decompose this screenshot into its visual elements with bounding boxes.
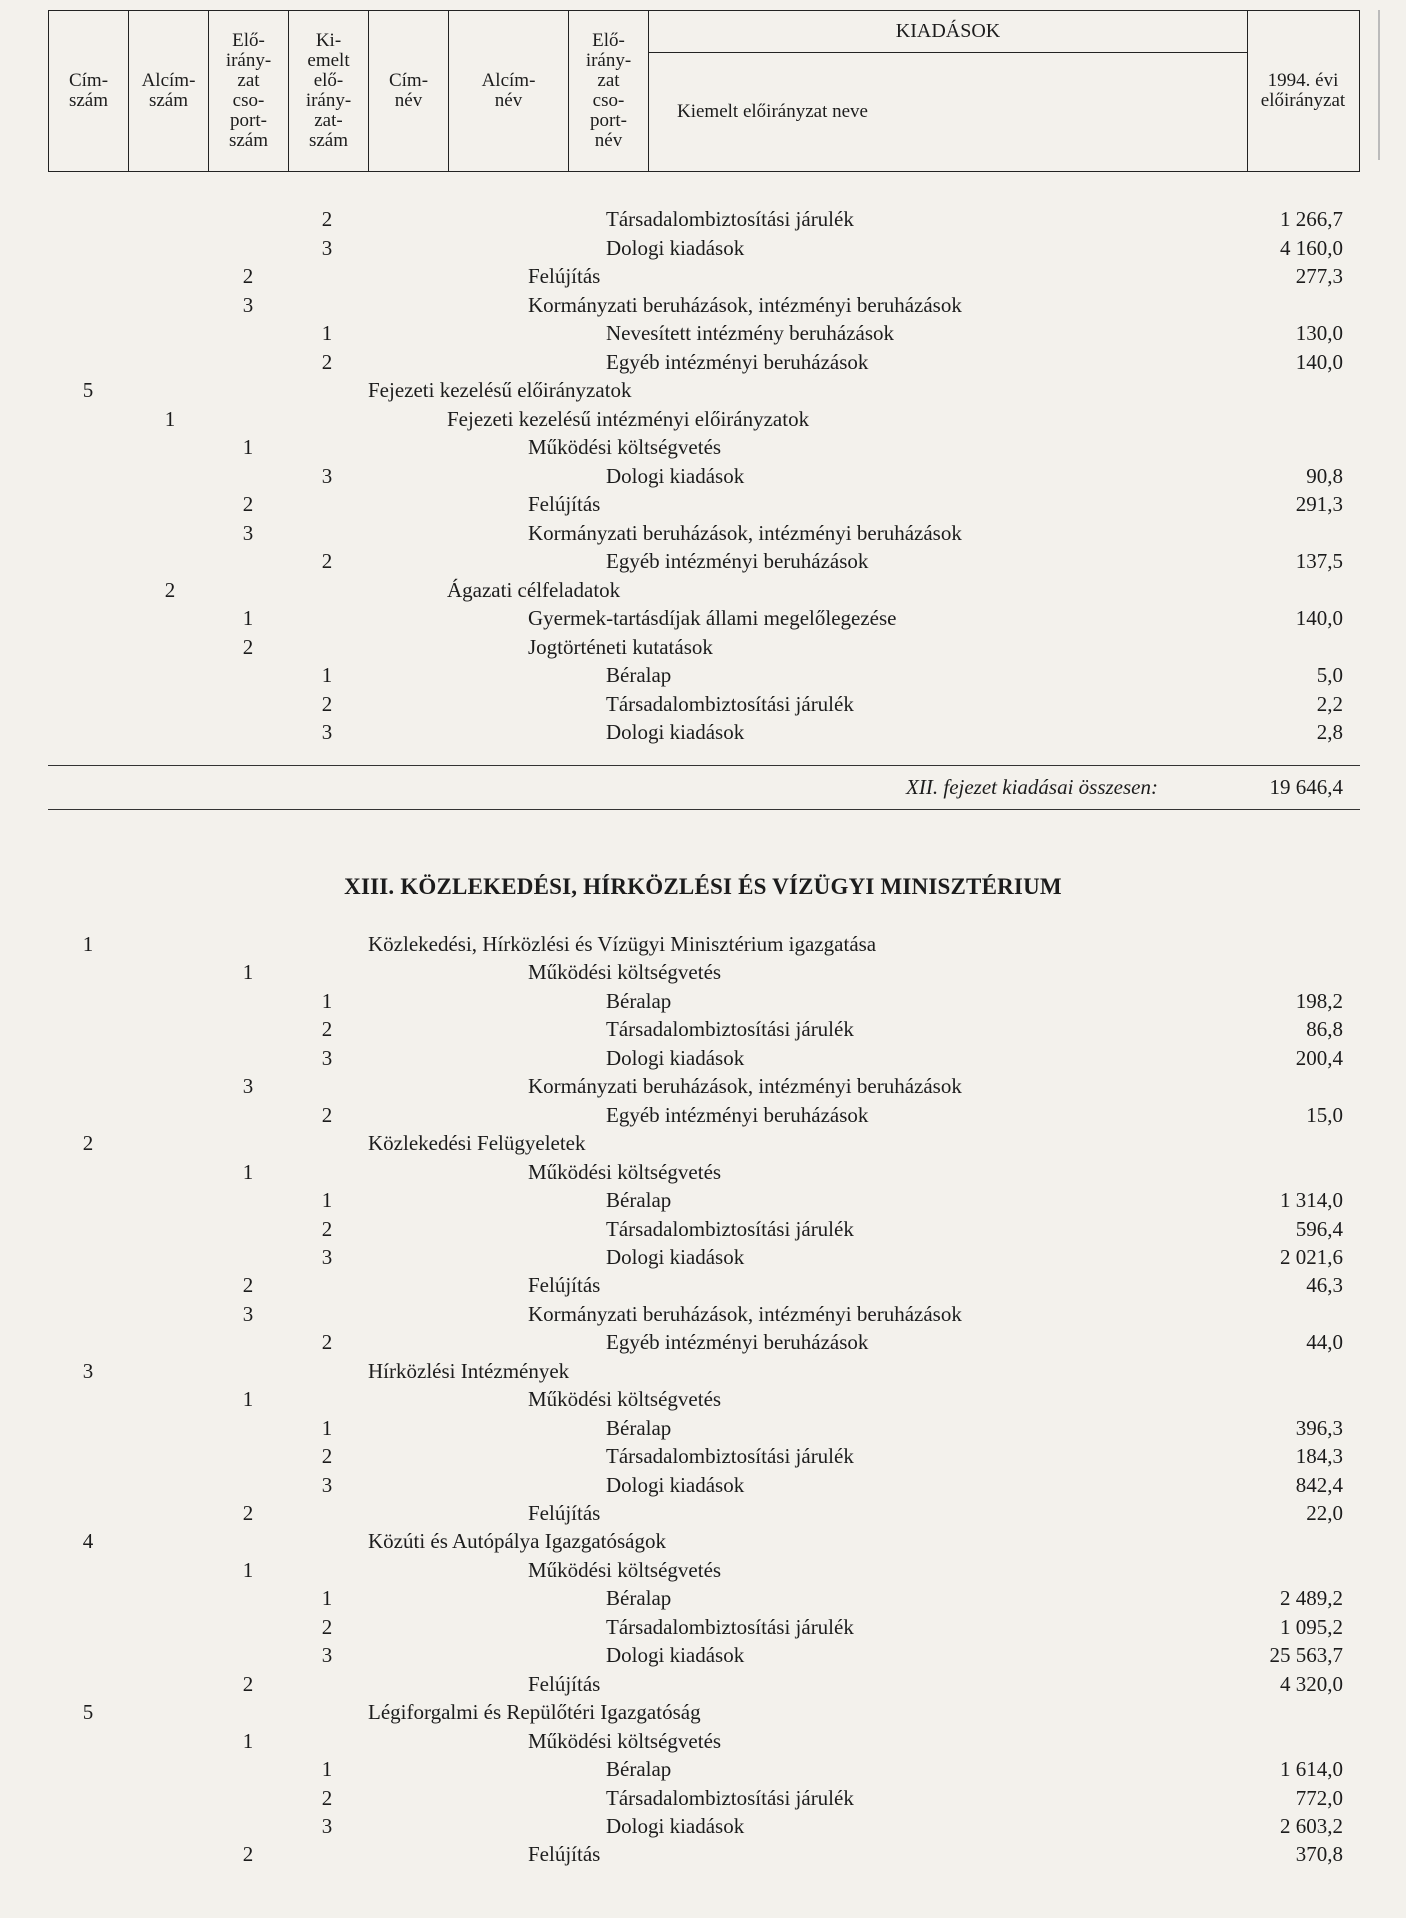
row-code: 3	[321, 1045, 333, 1070]
header-ev: 1994. évi előirányzat	[1260, 70, 1346, 111]
row-code: 2	[321, 1216, 333, 1241]
row-label: Közúti és Autópálya Igazgatóságok	[368, 1529, 666, 1554]
row-label: Ágazati célfeladatok	[447, 577, 621, 602]
row-label: Dologi kiadások	[606, 1643, 745, 1668]
row-label: Egyéb intézményi beruházások	[606, 1102, 869, 1127]
table-row	[0, 1129, 1406, 1157]
row-code: 2	[321, 549, 333, 573]
row-code: 2	[242, 1842, 254, 1867]
header-alcimszam: Alcím- szám	[129, 11, 209, 171]
table-row	[0, 1584, 1406, 1612]
row-value: 200,4	[1295, 1045, 1343, 1070]
row-code: 1	[321, 663, 333, 687]
table-row	[0, 1442, 1406, 1470]
table-row	[0, 690, 1406, 718]
row-code: 2	[242, 1501, 254, 1525]
table-header	[48, 10, 1360, 172]
row-code: 2	[321, 349, 333, 374]
table-row	[0, 958, 1406, 986]
row-label: Felújítás	[528, 1842, 601, 1867]
table-row	[0, 930, 1406, 958]
row-label: Dologi kiadások	[606, 1813, 745, 1838]
row-code: 1	[242, 960, 254, 985]
row-label: Béralap	[606, 988, 672, 1013]
table-row	[0, 433, 1406, 461]
scan-margin-mark	[1378, 10, 1380, 160]
table-row	[0, 1015, 1406, 1043]
row-code: 1	[321, 988, 333, 1013]
row-label: Társadalombiztosítási járulék	[606, 691, 854, 716]
row-code: 4	[82, 1529, 94, 1554]
row-label: Hírközlési Intézmények	[368, 1358, 570, 1383]
row-label: Fejezeti kezelésű előirányzatok	[368, 378, 632, 402]
header-eloiranyzat-csoport-szam: Elő- irány- zat cso- port- szám	[209, 11, 289, 171]
table-row	[0, 633, 1406, 661]
row-label: Felújítás	[528, 1501, 601, 1525]
table-row	[0, 1556, 1406, 1584]
row-label: Társadalombiztosítási járulék	[606, 1614, 854, 1639]
row-value: 2 021,6	[1280, 1244, 1343, 1269]
table-row	[0, 1812, 1406, 1840]
row-code: 1	[242, 1728, 254, 1753]
row-value: 44,0	[1306, 1330, 1343, 1355]
row-code: 3	[242, 1074, 254, 1099]
table-row	[0, 1243, 1406, 1271]
row-label: Egyéb intézményi beruházások	[606, 549, 869, 573]
row-label: Kormányzati beruházások, intézményi beruházások	[528, 520, 962, 545]
row-code: 1	[321, 321, 333, 345]
row-code: 2	[82, 1131, 94, 1156]
row-code: 3	[321, 235, 333, 260]
row-value: 291,3	[1295, 492, 1343, 516]
row-value: 1 266,7	[1280, 207, 1343, 231]
row-label: Társadalombiztosítási járulék	[606, 1017, 854, 1042]
row-label: Dologi kiadások	[606, 463, 745, 488]
table-row	[0, 519, 1406, 547]
row-value: 277,3	[1295, 264, 1343, 288]
table-row	[0, 718, 1406, 746]
row-label: Közlekedési Felügyeletek	[368, 1131, 586, 1156]
row-label: Nevesített intézmény beruházások	[606, 321, 895, 345]
table-row	[0, 490, 1406, 518]
row-code: 3	[321, 1643, 333, 1668]
row-label: Felújítás	[528, 492, 601, 516]
row-value: 2 489,2	[1280, 1586, 1343, 1611]
table-row	[0, 205, 1406, 233]
row-value: 4 160,0	[1280, 235, 1343, 260]
row-value: 140,0	[1295, 349, 1343, 374]
header-cimnev: Cím- név	[369, 11, 449, 171]
table-row	[0, 1698, 1406, 1726]
row-label: Fejezeti kezelésű intézményi előirányzatok	[447, 406, 810, 431]
table-row	[0, 604, 1406, 632]
table-row	[0, 1784, 1406, 1812]
table-row	[0, 576, 1406, 604]
table-row	[0, 1499, 1406, 1527]
table-row	[0, 1414, 1406, 1442]
header-eloiranyzat-csoport-nev: Elő- irány- zat cso- port- név	[569, 11, 649, 171]
row-code: 2	[321, 1785, 333, 1810]
row-value: 4 320,0	[1280, 1671, 1343, 1696]
row-value: 22,0	[1306, 1501, 1343, 1525]
row-value: 396,3	[1295, 1415, 1343, 1440]
row-label: Béralap	[606, 1757, 672, 1782]
row-value: 842,4	[1295, 1472, 1343, 1497]
table-row	[0, 1215, 1406, 1243]
row-code: 1	[82, 932, 94, 956]
table-row	[0, 1613, 1406, 1641]
row-value: 2,2	[1316, 691, 1343, 716]
table-row	[0, 462, 1406, 490]
header-kiemelt-nev: Kiemelt előirányzat neve	[677, 101, 868, 122]
row-label: Gyermek-tartásdíjak állami megelőlegezése	[528, 606, 897, 630]
row-code: 2	[242, 1671, 254, 1696]
table-row	[0, 1158, 1406, 1186]
row-label: Egyéb intézményi beruházások	[606, 349, 869, 374]
row-label: Kormányzati beruházások, intézményi beruházások	[528, 1074, 962, 1099]
row-value: 1 614,0	[1280, 1757, 1343, 1782]
row-code: 3	[321, 1472, 333, 1497]
row-label: Egyéb intézményi beruházások	[606, 1330, 869, 1355]
row-value: 140,0	[1295, 606, 1343, 630]
row-code: 1	[242, 1387, 254, 1412]
row-label: Légiforgalmi és Repülőtéri Igazgatóság	[368, 1700, 701, 1725]
row-code: 3	[321, 720, 333, 744]
row-code: 2	[321, 1614, 333, 1639]
row-code: 5	[82, 1700, 94, 1725]
table-row	[0, 1186, 1406, 1214]
header-cimszam: Cím- szám	[49, 11, 129, 171]
row-value: 370,8	[1295, 1842, 1343, 1867]
row-label: Társadalombiztosítási járulék	[606, 1444, 854, 1469]
row-value: 1 314,0	[1280, 1188, 1343, 1213]
row-code: 2	[321, 1017, 333, 1042]
row-value: 137,5	[1295, 549, 1343, 573]
row-label: Társadalombiztosítási járulék	[606, 207, 854, 231]
table-row	[0, 376, 1406, 404]
row-label: Dologi kiadások	[606, 1472, 745, 1497]
table-row	[0, 1527, 1406, 1555]
row-label: Dologi kiadások	[606, 235, 745, 260]
row-label: Működési költségvetés	[528, 1557, 722, 1582]
table-row	[0, 405, 1406, 433]
table-row	[0, 1101, 1406, 1129]
total-rule-bottom	[48, 809, 1360, 810]
table-row	[0, 319, 1406, 347]
row-code: 2	[321, 1102, 333, 1127]
row-code: 2	[242, 634, 254, 659]
row-label: Társadalombiztosítási járulék	[606, 1216, 854, 1241]
table-row	[0, 1300, 1406, 1328]
row-label: Dologi kiadások	[606, 1045, 745, 1070]
chapter-total-row	[0, 772, 1406, 802]
row-code: 1	[321, 1415, 333, 1440]
row-label: Társadalombiztosítási járulék	[606, 1785, 854, 1810]
header-kiadasok: KIADÁSOK	[649, 11, 1247, 53]
row-value: 130,0	[1295, 321, 1343, 345]
table-row	[0, 1670, 1406, 1698]
row-label: Béralap	[606, 1188, 672, 1213]
row-label: Kormányzati beruházások, intézményi beruházások	[528, 1301, 962, 1326]
table-row	[0, 1641, 1406, 1669]
row-value: 1 095,2	[1280, 1614, 1343, 1639]
row-label: Béralap	[606, 663, 672, 687]
total-rule-top	[48, 765, 1360, 766]
row-label: Működési költségvetés	[528, 435, 722, 459]
row-label: Jogtörténeti kutatások	[528, 634, 713, 659]
row-code: 2	[164, 577, 176, 602]
table-row	[0, 1357, 1406, 1385]
row-code: 2	[242, 492, 254, 516]
row-label: Működési költségvetés	[528, 1159, 722, 1184]
row-label: Kormányzati beruházások, intézményi beruházások	[528, 292, 962, 317]
row-code: 1	[242, 606, 254, 630]
row-code: 1	[242, 1159, 254, 1184]
row-value: 184,3	[1295, 1444, 1343, 1469]
header-alcimnev: Alcím- név	[449, 11, 569, 171]
row-code: 3	[242, 520, 254, 545]
chapter-title: XIII. KÖZLEKEDÉSI, HÍRKÖZLÉSI ÉS VÍZÜGYI MINISZTÉRIUM	[344, 874, 1062, 899]
row-code: 3	[321, 463, 333, 488]
row-code: 2	[242, 264, 254, 288]
row-label: Felújítás	[528, 264, 601, 288]
table-row	[0, 1044, 1406, 1072]
row-value: 90,8	[1306, 463, 1343, 488]
row-value: 2,8	[1316, 720, 1343, 744]
row-code: 3	[321, 1813, 333, 1838]
table-row	[0, 1072, 1406, 1100]
row-code: 1	[242, 1557, 254, 1582]
row-label: Működési költségvetés	[528, 960, 722, 985]
row-code: 2	[321, 207, 333, 231]
row-value: 46,3	[1306, 1273, 1343, 1298]
table-row	[0, 348, 1406, 376]
table-row	[0, 1271, 1406, 1299]
row-code: 1	[321, 1757, 333, 1782]
row-value: 86,8	[1306, 1017, 1343, 1042]
row-label: Működési költségvetés	[528, 1387, 722, 1412]
row-label: Béralap	[606, 1586, 672, 1611]
row-code: 1	[164, 406, 176, 431]
table-row	[0, 1328, 1406, 1356]
table-row	[0, 547, 1406, 575]
row-value: 2 603,2	[1280, 1813, 1343, 1838]
row-code: 3	[321, 1244, 333, 1269]
table-row	[0, 1840, 1406, 1868]
table-row	[0, 987, 1406, 1015]
row-value: 25 563,7	[1269, 1643, 1343, 1668]
chapter-total-value: 19 646,4	[1269, 775, 1343, 799]
table-row	[0, 234, 1406, 262]
table-row	[0, 1727, 1406, 1755]
row-label: Közlekedési, Hírközlési és Vízügyi Minisztérium igazgatása	[368, 932, 877, 956]
table-row	[0, 661, 1406, 689]
table-row	[0, 1471, 1406, 1499]
table-row	[0, 291, 1406, 319]
row-code: 2	[321, 691, 333, 716]
table-row	[0, 1385, 1406, 1413]
row-label: Felújítás	[528, 1671, 601, 1696]
row-label: Dologi kiadások	[606, 720, 745, 744]
row-value: 772,0	[1295, 1785, 1343, 1810]
row-code: 1	[242, 435, 254, 459]
row-label: Felújítás	[528, 1273, 601, 1298]
row-code: 1	[321, 1586, 333, 1611]
row-code: 5	[82, 378, 94, 402]
row-code: 3	[82, 1358, 94, 1383]
row-code: 2	[321, 1444, 333, 1469]
row-code: 3	[242, 1301, 254, 1326]
row-value: 15,0	[1306, 1102, 1343, 1127]
row-code: 2	[242, 1273, 254, 1298]
row-value: 596,4	[1295, 1216, 1343, 1241]
row-label: Béralap	[606, 1415, 672, 1440]
row-value: 5,0	[1316, 663, 1343, 687]
chapter-total-label: XII. fejezet kiadásai összesen:	[906, 775, 1158, 799]
table-row	[0, 1755, 1406, 1783]
row-label: Dologi kiadások	[606, 1244, 745, 1269]
row-code: 3	[242, 292, 254, 317]
row-label: Működési költségvetés	[528, 1728, 722, 1753]
row-value: 198,2	[1295, 988, 1343, 1013]
table-row	[0, 262, 1406, 290]
row-code: 2	[321, 1330, 333, 1355]
header-kiemelt-eloiranyzat-szam: Ki- emelt elő- irány- zat- szám	[289, 11, 369, 171]
row-code: 1	[321, 1188, 333, 1213]
